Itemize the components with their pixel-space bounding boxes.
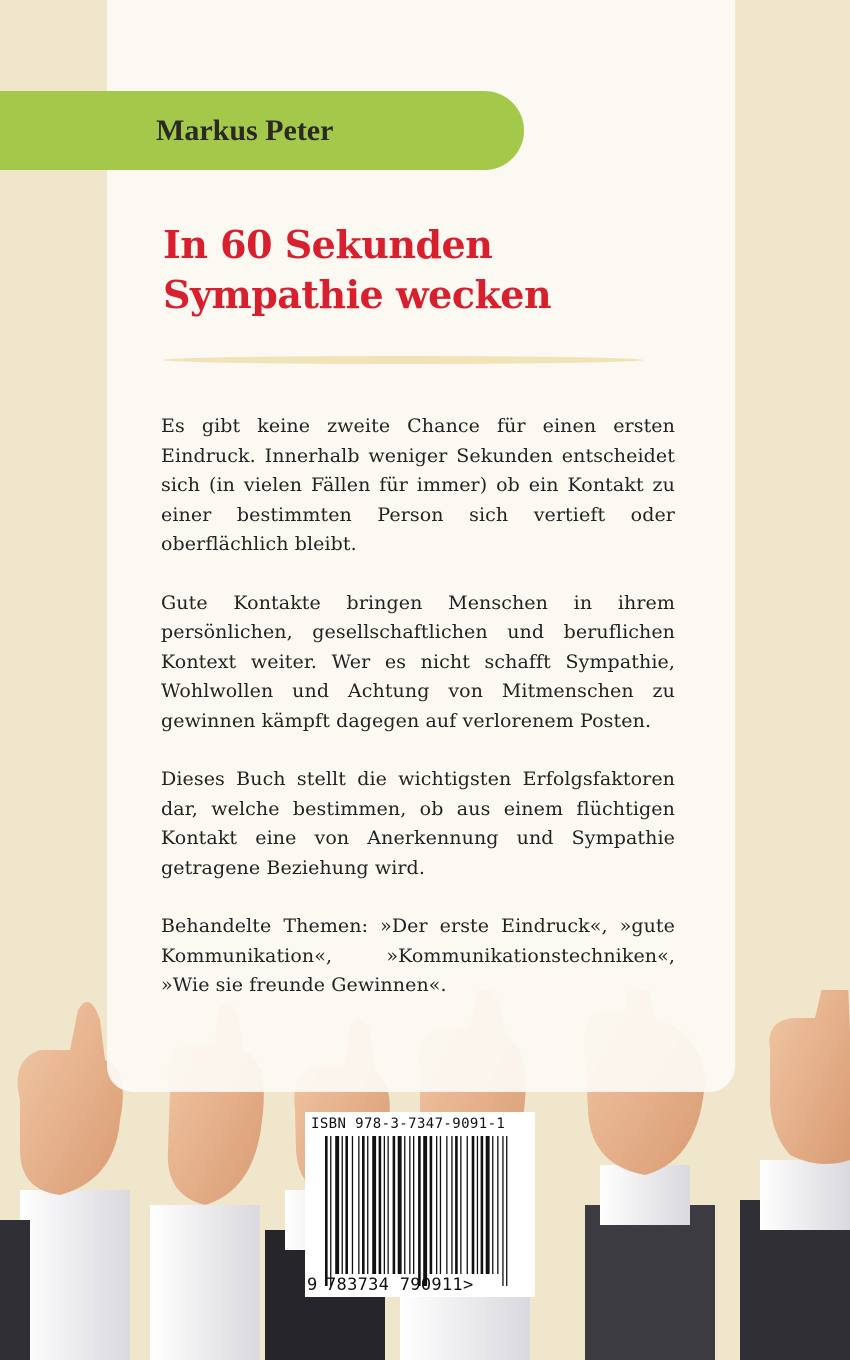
barcode-bar: [358, 1136, 359, 1274]
barcode-bar: [345, 1136, 348, 1274]
title-divider: [163, 355, 643, 365]
barcode-bar: [418, 1136, 421, 1286]
barcode-bar: [388, 1136, 389, 1274]
description-paragraph-3: Dieses Buch stellt die wichtigsten Erfolgsfaktoren dar, welche bestimmen, ob aus einem flüchtigen Kontakt eine von Anerkennung und Sympathie getragene Beziehung wird.: [161, 768, 675, 879]
barcode-bar: [413, 1136, 414, 1274]
barcode-bar: [492, 1136, 493, 1274]
barcode-bar: [372, 1136, 376, 1274]
barcode-bar: [379, 1136, 382, 1274]
hand-6: [740, 990, 850, 1360]
barcode-bar: [472, 1136, 475, 1274]
description-paragraph-1: Es gibt keine zweite Chance für einen ersten Eindruck. Innerhalb weniger Sekunden entscheidet sich (in vielen Fällen für immer) ob ein Kontakt zu einer bestimmten Person sich vertieft oder oberflächlich bleibt.: [161, 415, 675, 555]
description-paragraph-2: Gute Kontakte bringen Menschen in ihrem persönlichen, gesellschaftlichen und beruflichen Kontext weiter. Wer es nicht schafft Sympathie, Wohlwollen und Achtung von Mitmenschen zu gewinnen kämpft dagegen auf verlorenem Posten.: [161, 591, 675, 732]
barcode-bar: [352, 1136, 353, 1274]
book-title: [163, 220, 723, 320]
barcode-bar: [384, 1136, 385, 1274]
barcode-bar: [423, 1136, 427, 1286]
barcode-bar: [451, 1136, 452, 1274]
barcode-bar: [404, 1136, 405, 1274]
barcode-bar: [486, 1136, 490, 1274]
barcode-bar: [497, 1136, 498, 1274]
isbn-barcode: [305, 1112, 535, 1297]
author-name: Markus Peter: [156, 114, 334, 147]
barcode-bar: [398, 1136, 402, 1274]
barcode-bar: [362, 1136, 365, 1274]
barcode-bar: [436, 1136, 437, 1274]
barcode-bar: [446, 1136, 447, 1274]
isbn-label: ISBN 978-3-7347-9091-1: [311, 1116, 506, 1132]
barcode-bar: [430, 1136, 433, 1274]
barcode-bar: [342, 1136, 343, 1274]
barcode-first-digit: 9: [307, 1275, 318, 1295]
description: [161, 412, 675, 1030]
barcode-bars: [305, 1112, 535, 1297]
barcode-bar: [467, 1136, 468, 1274]
barcode-bar: [502, 1136, 503, 1286]
title-line-2: Sympathie wecken: [163, 272, 552, 317]
barcode-bar: [367, 1136, 368, 1274]
barcode-bar: [477, 1136, 478, 1274]
barcode-bar: [460, 1136, 461, 1274]
barcode-bar: [455, 1136, 458, 1274]
barcode-bar: [440, 1136, 441, 1274]
title-line-1: In 60 Sekunden: [163, 222, 493, 267]
barcode-bar: [393, 1136, 396, 1274]
barcode-bar: [330, 1136, 331, 1286]
barcode-bar: [335, 1136, 339, 1274]
barcode-bar: [325, 1136, 328, 1286]
barcode-digits: 783734 790911>: [326, 1275, 474, 1295]
barcode-bar: [481, 1136, 484, 1274]
barcode-bar: [409, 1136, 410, 1274]
description-paragraph-4: Behandelte Themen: »Der erste Eindruck«, »gute Kommunikation«, »Kommunikationstechniken«, »Wie sie freunde Gewinnen«.: [161, 915, 675, 996]
barcode-bar: [506, 1136, 507, 1286]
